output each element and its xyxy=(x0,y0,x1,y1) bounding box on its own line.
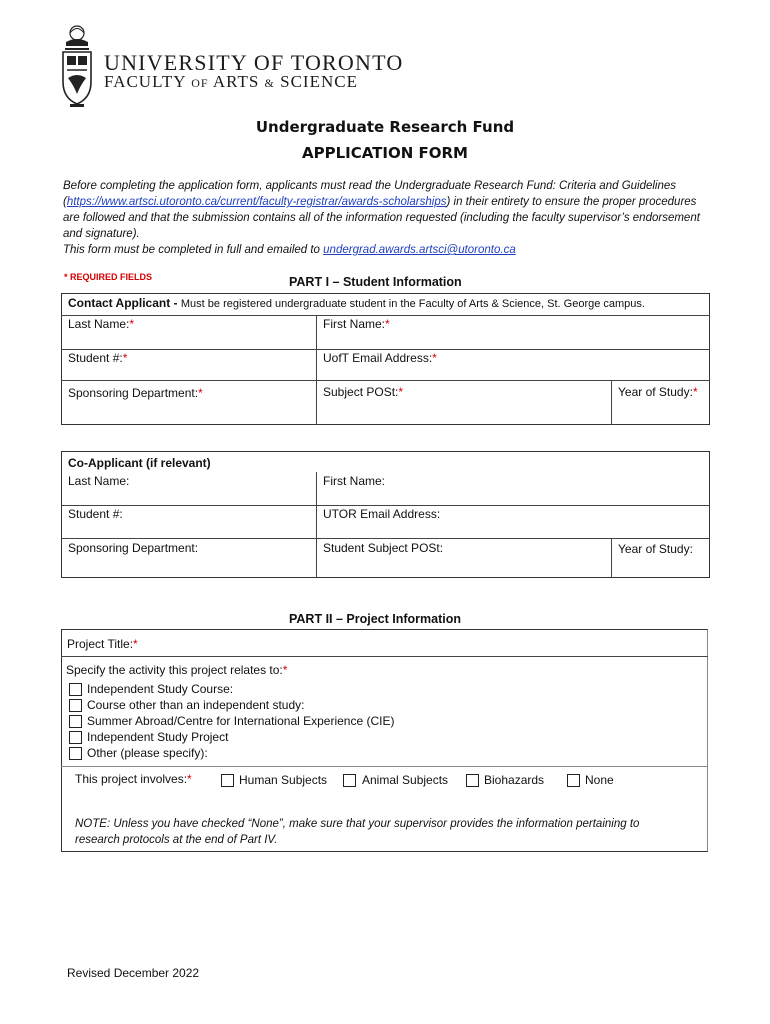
required-star: * xyxy=(282,663,288,677)
year-of-study-label: Year of Study: xyxy=(618,385,693,399)
form-subtitle: APPLICATION FORM xyxy=(301,144,468,162)
required-star: * xyxy=(133,637,138,651)
department-label: Sponsoring Department: xyxy=(68,386,199,400)
divider xyxy=(611,538,612,578)
contact-applicant-heading xyxy=(68,296,645,310)
form-title: Undergraduate Research Fund xyxy=(255,118,515,136)
required-star: * xyxy=(198,386,203,400)
involves-label-text: This project involves: xyxy=(75,772,188,786)
involves-option-label: None xyxy=(585,773,614,787)
required-star: * xyxy=(122,351,128,365)
co-department-field[interactable]: Sponsoring Department: xyxy=(68,541,199,555)
required-star: * xyxy=(432,351,437,365)
co-subject-post-field[interactable]: Student Subject POSt: xyxy=(323,541,444,555)
activity-option-label: Independent Study Project xyxy=(87,730,229,744)
involves-option-label: Animal Subjects xyxy=(362,773,449,787)
project-title-label: Project Title: xyxy=(67,637,134,651)
first-name-field[interactable] xyxy=(323,317,390,331)
activity-option-label: Course other than an independent study: xyxy=(87,698,305,712)
divider xyxy=(316,472,317,578)
required-star: * xyxy=(129,317,135,331)
email-field[interactable] xyxy=(323,351,437,365)
university-name: UNIVERSITY OF TORONTO xyxy=(104,50,404,75)
contact-subheading: Must be registered undergraduate student in the Faculty of Arts & Science, St. George campus. xyxy=(180,298,645,310)
involves-checkbox[interactable] xyxy=(567,774,580,787)
divider xyxy=(61,656,708,657)
divider xyxy=(61,380,710,381)
faculty-arts: ARTS xyxy=(212,72,260,91)
student-number-field[interactable] xyxy=(68,351,127,365)
faculty-science: SCIENCE xyxy=(280,72,358,91)
co-first-name-field[interactable]: First Name: xyxy=(323,474,386,488)
activity-option-label: Other (please specify): xyxy=(87,746,208,760)
intro-text-1: Before completing the application form, applicants must read the Undergraduate Research Fund: Criteria and Guidelines ( xyxy=(63,180,677,208)
involves-checkbox[interactable] xyxy=(466,774,479,787)
guidelines-link[interactable]: https://www.artsci.utoronto.ca/current/faculty-registrar/awards-scholarships xyxy=(66,196,447,208)
activity-checkbox[interactable] xyxy=(69,731,82,744)
co-email-field[interactable]: UTOR Email Address: xyxy=(323,507,441,521)
intro-text-2: ) in their entirety to ensure the proper procedures are followed and that the submission contains all of the information requested (including the faculty supervisor’s endorsement and signature). xyxy=(63,196,700,240)
divider xyxy=(316,315,317,425)
activity-label xyxy=(66,663,287,677)
divider xyxy=(61,349,710,350)
revision-date: Revised December 2022 xyxy=(67,966,200,980)
activity-checkbox[interactable] xyxy=(69,747,82,760)
divider xyxy=(61,505,710,506)
divider xyxy=(61,766,708,767)
activity-option-label: Independent Study Course: xyxy=(87,682,234,696)
first-name-label: First Name: xyxy=(323,317,386,331)
email-link[interactable]: undergrad.awards.artsci@utoronto.ca xyxy=(323,244,516,256)
faculty-amp: & xyxy=(264,76,275,90)
contact-heading-label: Contact Applicant - xyxy=(68,296,181,310)
involves-label xyxy=(75,772,192,786)
involves-option-label: Human Subjects xyxy=(239,773,328,787)
last-name-field[interactable] xyxy=(68,317,134,331)
activity-option-label: Summer Abroad/Centre for International Experience (CIE) xyxy=(87,714,395,728)
divider xyxy=(61,538,710,539)
divider xyxy=(611,380,612,425)
project-title-field[interactable] xyxy=(67,637,138,651)
required-star: * xyxy=(187,772,192,786)
required-star: * xyxy=(385,317,390,331)
email-label: UofT Email Address: xyxy=(323,351,433,365)
subject-post-label: Subject POSt: xyxy=(323,385,399,399)
co-year-of-study-field[interactable]: Year of Study: xyxy=(618,542,693,556)
department-field[interactable] xyxy=(68,386,203,400)
involves-option-label: Biohazards xyxy=(484,773,545,787)
research-protocol-note: NOTE: Unless you have checked “None”, make sure that your supervisor provides the information pertaining to research protocols at the end of Part IV. xyxy=(75,818,640,846)
subject-post-field[interactable] xyxy=(323,385,403,399)
activity-checkbox[interactable] xyxy=(69,699,82,712)
required-fields-note: * REQUIRED FIELDS xyxy=(64,272,153,282)
intro-paragraph xyxy=(63,178,703,258)
last-name-label: Last Name: xyxy=(68,317,130,331)
involves-checkbox[interactable] xyxy=(221,774,234,787)
co-applicant-heading: Co-Applicant (if relevant) xyxy=(68,456,211,470)
university-crest-logo xyxy=(58,24,96,108)
required-star: * xyxy=(398,385,404,399)
divider xyxy=(61,315,710,316)
activity-label-text: Specify the activity this project relates to: xyxy=(66,663,283,677)
student-number-label: Student #: xyxy=(68,351,123,365)
faculty-word: FACULTY xyxy=(104,72,186,91)
co-last-name-field[interactable]: Last Name: xyxy=(68,474,130,488)
involves-checkbox[interactable] xyxy=(343,774,356,787)
activity-checkbox[interactable] xyxy=(69,683,82,696)
faculty-name xyxy=(104,72,358,92)
part1-title: PART I – Student Information xyxy=(289,275,462,289)
part2-title: PART II – Project Information xyxy=(289,612,462,626)
intro-text-3: This form must be completed in full and emailed to xyxy=(63,244,324,256)
year-of-study-field[interactable] xyxy=(618,385,698,399)
faculty-of: OF xyxy=(191,76,209,90)
activity-checkbox[interactable] xyxy=(69,715,82,728)
required-star: * xyxy=(692,385,698,399)
co-student-number-field[interactable]: Student #: xyxy=(68,507,123,521)
